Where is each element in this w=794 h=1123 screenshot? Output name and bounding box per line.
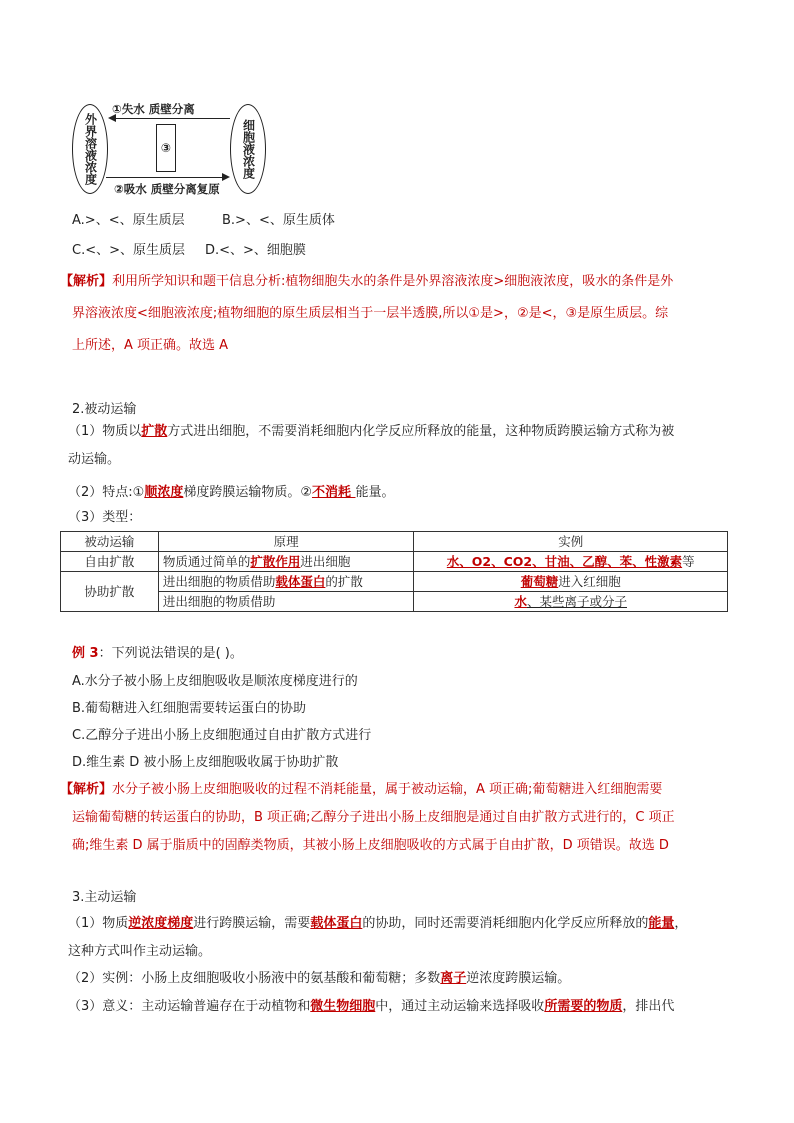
analysis-1-line-3: 上所述，A 项正确。故选 A [72, 338, 229, 353]
keyword: 逆浓度梯度 [128, 916, 194, 931]
analysis-tag: 【解析】 [60, 782, 113, 797]
analysis-2-line-1 [60, 778, 662, 797]
header-principle: 原理 [158, 532, 414, 552]
text: （1）物质 [68, 916, 129, 931]
cell-example [414, 572, 728, 592]
top-arrow-line [114, 118, 230, 119]
center-box [156, 124, 176, 172]
outer-solution-ellipse [72, 104, 108, 194]
keyword: 扩散作用 [250, 554, 301, 569]
text: 梯度跨膜运输物质。② [183, 485, 312, 500]
bottom-arrow-line [106, 177, 224, 178]
example-tag: 例 3 [72, 646, 99, 661]
option-b: B.>、<、原生质体 [222, 213, 335, 228]
passive-transport-table [60, 531, 728, 612]
analysis-2-line-3: 确;维生素 D 属于脂质中的固醇类物质，其被小肠上皮细胞吸收的方式属于自由扩散，D 项错误。故选 D [72, 838, 669, 853]
table-row [61, 552, 728, 572]
keyword: 水、O2、CO2、甘油、乙醇、苯、性激素 [446, 554, 683, 569]
text: 进入红细胞 [558, 574, 621, 589]
analysis-1-line-2: 界溶液浓度<细胞液浓度;植物细胞的原生质层相当于一层半透膜,所以①是>，②是<，③是原生质层。综 [72, 306, 669, 321]
text: 等 [682, 554, 695, 569]
text: 的扩散 [325, 574, 363, 589]
text: （3）意义：主动运输普遍存在于动植物和 [68, 999, 311, 1014]
analysis-text: 利用所学知识和题干信息分析:植物细胞失水的条件是外界溶液浓度>细胞液浓度，吸水的条件是外 [112, 274, 674, 289]
example-3-option-a: A.水分子被小肠上皮细胞吸收是顺浓度梯度进行的 [72, 674, 358, 689]
keyword: 所需要的物质 [544, 999, 623, 1014]
analysis-text: 水分子被小肠上皮细胞吸收的过程不消耗能量，属于被动运输，A 项正确;葡萄糖进入红细胞需要 [112, 782, 663, 797]
cell-sap-ellipse [230, 104, 266, 194]
outer-solution-label: 外界溶液浓度 [83, 113, 98, 185]
table-row [61, 572, 728, 592]
text: 、某些离子或分子 [526, 594, 627, 609]
text: 逆浓度跨膜运输。 [466, 971, 571, 986]
text: ，排出代 [622, 999, 675, 1014]
keyword: 微生物细胞 [310, 999, 376, 1014]
example-3-option-c: C.乙醇分子进出小肠上皮细胞通过自由扩散方式进行 [72, 728, 372, 743]
keyword: 顺浓度 [144, 485, 184, 500]
center-label: ③ [160, 141, 172, 155]
text: 能量。 [355, 485, 395, 500]
cell-sap-label: 细胞液浓度 [241, 119, 256, 179]
analysis-2-line-2: 运输葡萄糖的转运蛋白的协助，B 项正确;乙醇分子进出小肠上皮细胞是通过自由扩散方式进行的，C 项正 [72, 810, 675, 825]
text: （2）特点:① [68, 485, 145, 500]
keyword: 离子 [440, 971, 467, 986]
section-3-p2 [68, 967, 570, 986]
option-c: C.<、>、原生质层 [72, 243, 185, 258]
keyword: 不消耗 [311, 485, 356, 500]
text: 方式进出细胞，不需要消耗细胞内化学反应所释放的能量，这种物质跨膜运输方式称为被 [167, 424, 675, 439]
cell-principle [158, 572, 414, 592]
keyword: 葡萄糖 [520, 574, 559, 589]
section-2-p1-cont: 动运输。 [68, 452, 121, 467]
cell-type: 协助扩散 [61, 572, 159, 612]
keyword: 载体蛋白 [275, 574, 326, 589]
example-3-question [72, 642, 243, 661]
table-row [61, 592, 728, 612]
keyword: 水 [514, 594, 527, 609]
text: 进出细胞的物质借助 [162, 574, 276, 589]
cell-example [414, 592, 728, 612]
text: 物质通过简单的 [162, 554, 251, 569]
example-3-option-d: D.维生素 D 被小肠上皮细胞吸收属于协助扩散 [72, 755, 339, 770]
section-3-p1-cont: 这种方式叫作主动运输。 [68, 944, 212, 959]
top-arrow-label: ①失水 质壁分离 [112, 102, 195, 116]
cell-type: 自由扩散 [61, 552, 159, 572]
section-2-p2 [68, 481, 395, 500]
header-type: 被动运输 [61, 532, 159, 552]
keyword: 能量 [648, 916, 675, 931]
section-3-heading: 3.主动运输 [72, 890, 137, 905]
text: （2）实例：小肠上皮细胞吸收小肠液中的氨基酸和葡萄糖；多数 [68, 971, 441, 986]
text: 进出细胞 [300, 554, 351, 569]
bottom-arrow-label: ②吸水 质壁分离复原 [114, 182, 220, 196]
option-a: A.>、<、原生质层 [72, 213, 185, 228]
question-text: ：下列说法错误的是( )。 [98, 646, 243, 661]
header-example: 实例 [414, 532, 728, 552]
cell-principle [158, 552, 414, 572]
analysis-1-line-1 [60, 270, 673, 289]
section-2-p1 [68, 420, 674, 439]
section-3-p3 [68, 995, 674, 1014]
option-d: D.<、>、细胞膜 [205, 243, 306, 258]
text: 进行跨膜运输，需要 [193, 916, 311, 931]
section-2-heading: 2.被动运输 [72, 402, 137, 417]
arrow-right-icon [222, 173, 230, 181]
text: （1）物质以 [68, 424, 142, 439]
analysis-tag: 【解析】 [60, 274, 113, 289]
text: ， [674, 916, 688, 931]
cell-example [414, 552, 728, 572]
text: 的协助，同时还需要消耗细胞内化学反应所释放的 [362, 916, 649, 931]
keyword: 扩散 [141, 424, 168, 439]
example-3-option-b: B.葡萄糖进入红细胞需要转运蛋白的协助 [72, 701, 307, 716]
section-3-p1 [68, 912, 687, 931]
text: 中，通过主动运输来选择吸收 [375, 999, 545, 1014]
cell-principle: 进出细胞的物质借助 [158, 592, 414, 612]
section-2-p3: （3）类型： [68, 510, 142, 525]
keyword: 载体蛋白 [310, 916, 363, 931]
table-header-row [61, 532, 728, 552]
